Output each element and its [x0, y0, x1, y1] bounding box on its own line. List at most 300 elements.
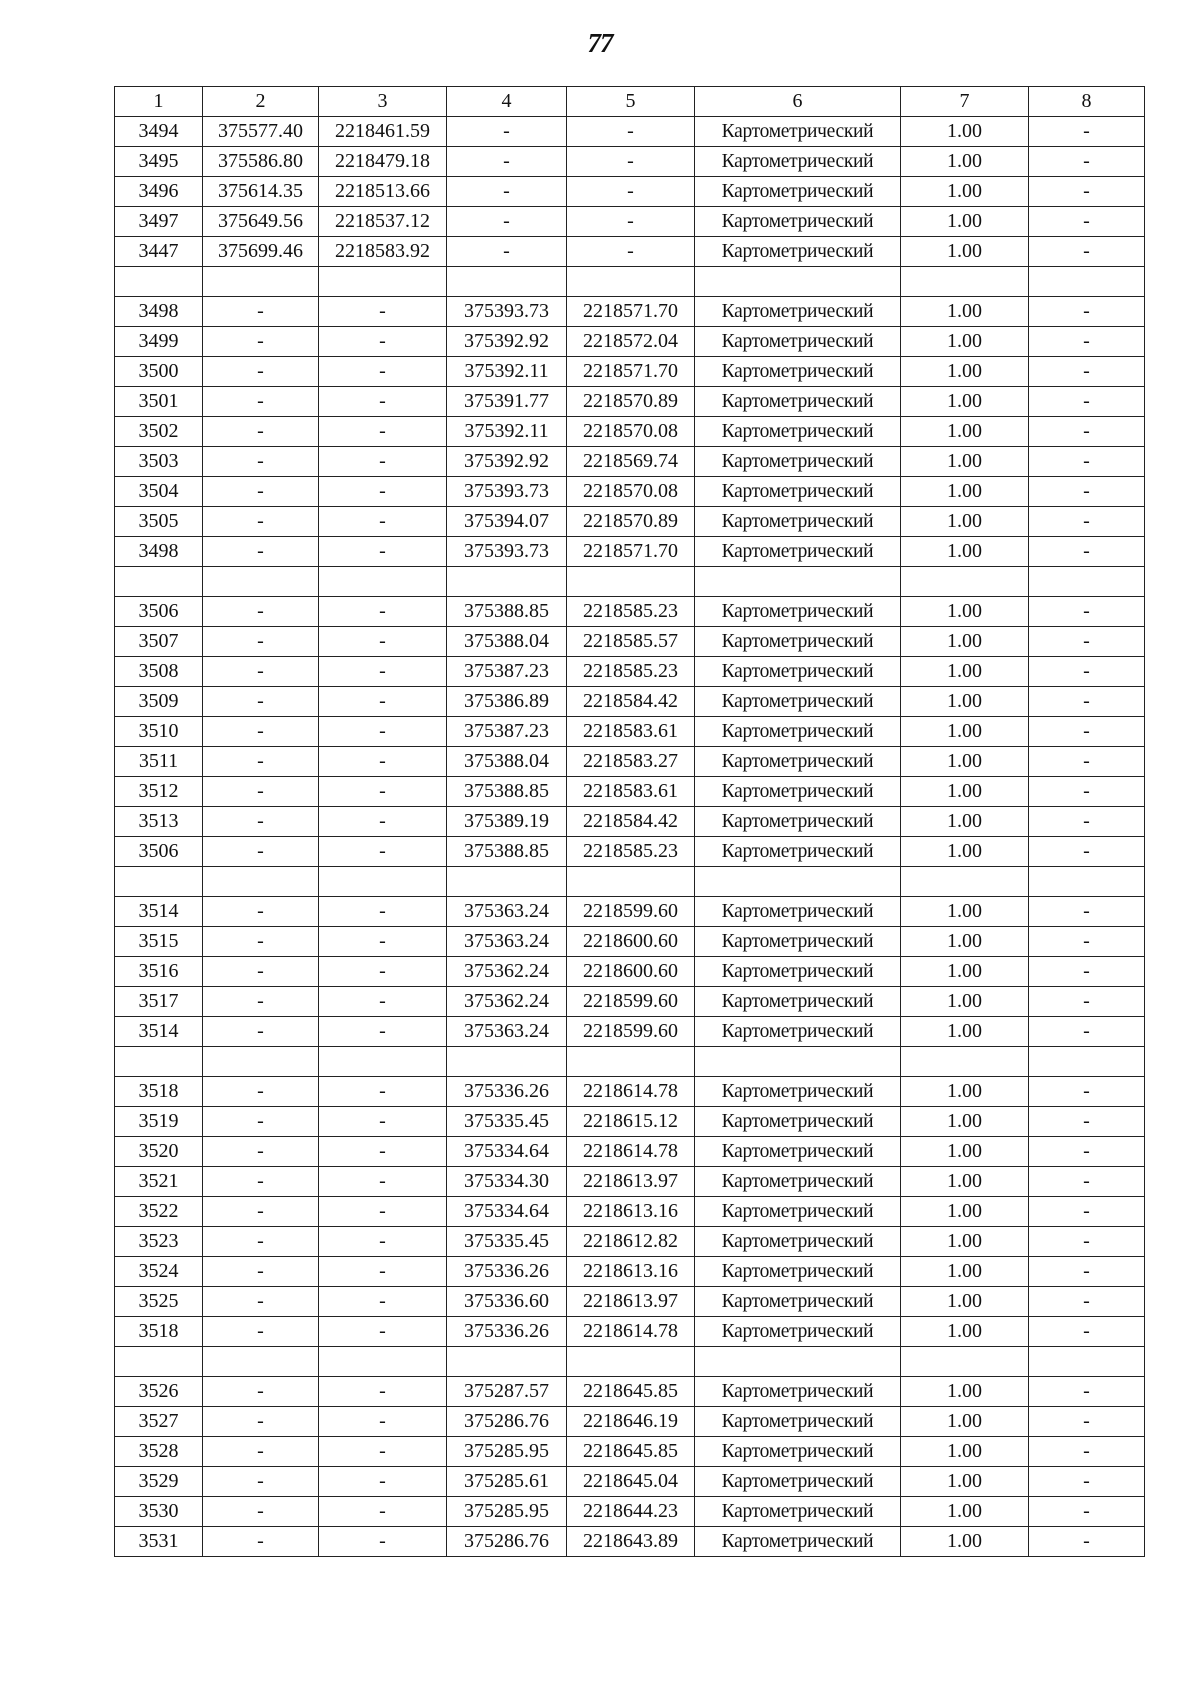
y-old-cell: - [319, 1407, 447, 1437]
method-cell: Картометрический [695, 1197, 901, 1227]
empty-cell [447, 1347, 567, 1377]
header-cell-7: 7 [901, 87, 1029, 117]
x-old-cell: - [203, 1527, 319, 1557]
description-cell: - [1029, 1287, 1145, 1317]
y-new-cell: 2218570.89 [567, 387, 695, 417]
x-new-cell: - [447, 207, 567, 237]
y-new-cell: 2218570.08 [567, 417, 695, 447]
description-cell: - [1029, 1527, 1145, 1557]
description-cell: - [1029, 807, 1145, 837]
description-cell: - [1029, 537, 1145, 567]
y-old-cell: - [319, 327, 447, 357]
description-cell: - [1029, 657, 1145, 687]
y-old-cell: - [319, 477, 447, 507]
point-number-cell: 3503 [115, 447, 203, 477]
description-cell: - [1029, 837, 1145, 867]
table-row [115, 1107, 1145, 1137]
point-number-cell: 3525 [115, 1287, 203, 1317]
point-number-cell: 3521 [115, 1167, 203, 1197]
description-cell: - [1029, 957, 1145, 987]
method-cell: Картометрический [695, 1497, 901, 1527]
accuracy-cell: 1.00 [901, 1107, 1029, 1137]
y-old-cell: - [319, 1197, 447, 1227]
empty-cell [319, 1047, 447, 1077]
description-cell: - [1029, 927, 1145, 957]
description-cell: - [1029, 1407, 1145, 1437]
y-new-cell: 2218599.60 [567, 1017, 695, 1047]
y-new-cell: 2218645.85 [567, 1377, 695, 1407]
point-number-cell: 3518 [115, 1077, 203, 1107]
table-row [115, 357, 1145, 387]
description-cell: - [1029, 777, 1145, 807]
x-new-cell: 375388.85 [447, 777, 567, 807]
y-new-cell: 2218612.82 [567, 1227, 695, 1257]
header-cell-1: 1 [115, 87, 203, 117]
accuracy-cell: 1.00 [901, 447, 1029, 477]
method-cell: Картометрический [695, 297, 901, 327]
method-cell: Картометрический [695, 477, 901, 507]
point-number-cell: 3502 [115, 417, 203, 447]
coordinates-table [114, 86, 1145, 1557]
accuracy-cell: 1.00 [901, 1137, 1029, 1167]
point-number-cell: 3497 [115, 207, 203, 237]
method-cell: Картометрический [695, 1317, 901, 1347]
x-new-cell: 375334.64 [447, 1137, 567, 1167]
y-new-cell: 2218600.60 [567, 927, 695, 957]
point-number-cell: 3506 [115, 597, 203, 627]
point-number-cell: 3504 [115, 477, 203, 507]
accuracy-cell: 1.00 [901, 147, 1029, 177]
empty-cell [901, 1347, 1029, 1377]
y-new-cell: 2218570.89 [567, 507, 695, 537]
accuracy-cell: 1.00 [901, 417, 1029, 447]
accuracy-cell: 1.00 [901, 1497, 1029, 1527]
accuracy-cell: 1.00 [901, 747, 1029, 777]
table-row [115, 537, 1145, 567]
table-header [115, 87, 1145, 117]
method-cell: Картометрический [695, 207, 901, 237]
empty-cell [447, 267, 567, 297]
header-row [115, 87, 1145, 117]
point-number-cell: 3447 [115, 237, 203, 267]
empty-cell [567, 267, 695, 297]
table-row [115, 1497, 1145, 1527]
separator-row [115, 1047, 1145, 1077]
y-old-cell: - [319, 717, 447, 747]
point-number-cell: 3516 [115, 957, 203, 987]
y-new-cell: 2218585.57 [567, 627, 695, 657]
method-cell: Картометрический [695, 1017, 901, 1047]
x-new-cell: 375386.89 [447, 687, 567, 717]
y-new-cell: 2218613.16 [567, 1197, 695, 1227]
x-new-cell: 375286.76 [447, 1407, 567, 1437]
x-new-cell: 375336.26 [447, 1257, 567, 1287]
y-new-cell: 2218645.04 [567, 1467, 695, 1497]
y-old-cell: - [319, 777, 447, 807]
method-cell: Картометрический [695, 657, 901, 687]
x-new-cell: 375286.76 [447, 1527, 567, 1557]
table-row [115, 747, 1145, 777]
x-old-cell: - [203, 327, 319, 357]
y-new-cell: 2218613.97 [567, 1287, 695, 1317]
point-number-cell: 3526 [115, 1377, 203, 1407]
method-cell: Картометрический [695, 1287, 901, 1317]
empty-cell [319, 567, 447, 597]
x-new-cell: 375335.45 [447, 1107, 567, 1137]
y-old-cell: - [319, 1077, 447, 1107]
x-new-cell: 375392.11 [447, 417, 567, 447]
x-old-cell: - [203, 597, 319, 627]
empty-cell [115, 1347, 203, 1377]
table-row [115, 387, 1145, 417]
point-number-cell: 3510 [115, 717, 203, 747]
accuracy-cell: 1.00 [901, 777, 1029, 807]
y-new-cell: 2218599.60 [567, 987, 695, 1017]
table-row [115, 177, 1145, 207]
x-old-cell: - [203, 1107, 319, 1137]
x-old-cell: - [203, 1377, 319, 1407]
table-row [115, 297, 1145, 327]
x-new-cell: 375388.85 [447, 837, 567, 867]
method-cell: Картометрический [695, 387, 901, 417]
y-new-cell: 2218585.23 [567, 597, 695, 627]
empty-cell [115, 1047, 203, 1077]
empty-cell [567, 1047, 695, 1077]
empty-cell [1029, 267, 1145, 297]
description-cell: - [1029, 237, 1145, 267]
point-number-cell: 3522 [115, 1197, 203, 1227]
header-cell-8: 8 [1029, 87, 1145, 117]
description-cell: - [1029, 147, 1145, 177]
table-row [115, 447, 1145, 477]
y-old-cell: 2218461.59 [319, 117, 447, 147]
accuracy-cell: 1.00 [901, 1317, 1029, 1347]
method-cell: Картометрический [695, 1107, 901, 1137]
y-old-cell: - [319, 417, 447, 447]
method-cell: Картометрический [695, 687, 901, 717]
y-new-cell: 2218614.78 [567, 1077, 695, 1107]
empty-cell [447, 867, 567, 897]
table-row [115, 327, 1145, 357]
method-cell: Картометрический [695, 927, 901, 957]
x-new-cell: 375336.60 [447, 1287, 567, 1317]
x-old-cell: - [203, 417, 319, 447]
point-number-cell: 3530 [115, 1497, 203, 1527]
empty-cell [319, 267, 447, 297]
accuracy-cell: 1.00 [901, 537, 1029, 567]
y-new-cell: 2218646.19 [567, 1407, 695, 1437]
y-new-cell: 2218644.23 [567, 1497, 695, 1527]
method-cell: Картометрический [695, 1467, 901, 1497]
x-old-cell: - [203, 387, 319, 417]
x-new-cell: 375363.24 [447, 927, 567, 957]
y-old-cell: - [319, 957, 447, 987]
x-new-cell: 375363.24 [447, 897, 567, 927]
accuracy-cell: 1.00 [901, 1197, 1029, 1227]
y-old-cell: - [319, 597, 447, 627]
table-row [115, 657, 1145, 687]
accuracy-cell: 1.00 [901, 1167, 1029, 1197]
x-old-cell: 375649.56 [203, 207, 319, 237]
x-new-cell: 375362.24 [447, 987, 567, 1017]
description-cell: - [1029, 417, 1145, 447]
x-new-cell: - [447, 117, 567, 147]
point-number-cell: 3528 [115, 1437, 203, 1467]
table-row [115, 897, 1145, 927]
y-new-cell: 2218583.61 [567, 717, 695, 747]
table-row [115, 987, 1145, 1017]
table-row [115, 1017, 1145, 1047]
x-new-cell: 375391.77 [447, 387, 567, 417]
y-new-cell: - [567, 147, 695, 177]
accuracy-cell: 1.00 [901, 927, 1029, 957]
accuracy-cell: 1.00 [901, 1377, 1029, 1407]
table-row [115, 597, 1145, 627]
x-new-cell: 375334.64 [447, 1197, 567, 1227]
table-row [115, 687, 1145, 717]
y-new-cell: 2218585.23 [567, 657, 695, 687]
method-cell: Картометрический [695, 1257, 901, 1287]
x-new-cell: 375388.85 [447, 597, 567, 627]
description-cell: - [1029, 747, 1145, 777]
point-number-cell: 3515 [115, 927, 203, 957]
y-new-cell: 2218614.78 [567, 1317, 695, 1347]
y-new-cell: 2218570.08 [567, 477, 695, 507]
table-row [115, 957, 1145, 987]
accuracy-cell: 1.00 [901, 687, 1029, 717]
y-old-cell: - [319, 1527, 447, 1557]
description-cell: - [1029, 717, 1145, 747]
empty-cell [1029, 867, 1145, 897]
y-old-cell: - [319, 387, 447, 417]
y-old-cell: - [319, 507, 447, 537]
point-number-cell: 3514 [115, 1017, 203, 1047]
accuracy-cell: 1.00 [901, 297, 1029, 327]
accuracy-cell: 1.00 [901, 207, 1029, 237]
separator-row [115, 1347, 1145, 1377]
table-row [115, 807, 1145, 837]
y-old-cell: - [319, 1137, 447, 1167]
y-new-cell: 2218614.78 [567, 1137, 695, 1167]
y-old-cell: - [319, 627, 447, 657]
x-new-cell: 375285.95 [447, 1437, 567, 1467]
description-cell: - [1029, 1017, 1145, 1047]
x-old-cell: - [203, 687, 319, 717]
x-new-cell: 375285.95 [447, 1497, 567, 1527]
empty-cell [695, 267, 901, 297]
accuracy-cell: 1.00 [901, 237, 1029, 267]
y-old-cell: - [319, 1317, 447, 1347]
y-old-cell: - [319, 1437, 447, 1467]
accuracy-cell: 1.00 [901, 657, 1029, 687]
x-old-cell: - [203, 927, 319, 957]
y-old-cell: - [319, 1497, 447, 1527]
x-old-cell: - [203, 1227, 319, 1257]
header-cell-4: 4 [447, 87, 567, 117]
x-new-cell: 375363.24 [447, 1017, 567, 1047]
x-old-cell: - [203, 537, 319, 567]
x-new-cell: 375335.45 [447, 1227, 567, 1257]
method-cell: Картометрический [695, 717, 901, 747]
method-cell: Картометрический [695, 1437, 901, 1467]
method-cell: Картометрический [695, 1167, 901, 1197]
point-number-cell: 3514 [115, 897, 203, 927]
description-cell: - [1029, 1167, 1145, 1197]
x-old-cell: - [203, 1437, 319, 1467]
table-row [115, 417, 1145, 447]
table-row [115, 147, 1145, 177]
accuracy-cell: 1.00 [901, 1467, 1029, 1497]
x-old-cell: 375699.46 [203, 237, 319, 267]
point-number-cell: 3494 [115, 117, 203, 147]
y-old-cell: - [319, 987, 447, 1017]
x-new-cell: 375393.73 [447, 477, 567, 507]
point-number-cell: 3523 [115, 1227, 203, 1257]
page-number: 77 [587, 28, 613, 58]
x-new-cell: 375393.73 [447, 297, 567, 327]
x-new-cell: 375336.26 [447, 1077, 567, 1107]
method-cell: Картометрический [695, 117, 901, 147]
x-new-cell: 375287.57 [447, 1377, 567, 1407]
point-number-cell: 3501 [115, 387, 203, 417]
point-number-cell: 3508 [115, 657, 203, 687]
x-old-cell: - [203, 747, 319, 777]
x-old-cell: - [203, 657, 319, 687]
table-row [115, 1377, 1145, 1407]
method-cell: Картометрический [695, 777, 901, 807]
description-cell: - [1029, 177, 1145, 207]
y-new-cell: 2218584.42 [567, 807, 695, 837]
method-cell: Картометрический [695, 357, 901, 387]
x-old-cell: - [203, 837, 319, 867]
y-new-cell: 2218615.12 [567, 1107, 695, 1137]
description-cell: - [1029, 297, 1145, 327]
description-cell: - [1029, 207, 1145, 237]
x-old-cell: - [203, 1197, 319, 1227]
y-new-cell: 2218599.60 [567, 897, 695, 927]
method-cell: Картометрический [695, 837, 901, 867]
y-old-cell: - [319, 1107, 447, 1137]
x-new-cell: 375285.61 [447, 1467, 567, 1497]
y-old-cell: - [319, 687, 447, 717]
empty-cell [115, 867, 203, 897]
point-number-cell: 3509 [115, 687, 203, 717]
x-old-cell: 375586.80 [203, 147, 319, 177]
header-cell-5: 5 [567, 87, 695, 117]
description-cell: - [1029, 1497, 1145, 1527]
table-row [115, 1287, 1145, 1317]
y-new-cell: 2218613.97 [567, 1167, 695, 1197]
description-cell: - [1029, 357, 1145, 387]
y-old-cell: - [319, 747, 447, 777]
method-cell: Картометрический [695, 147, 901, 177]
description-cell: - [1029, 897, 1145, 927]
table-row [115, 927, 1145, 957]
x-old-cell: - [203, 1137, 319, 1167]
table-row [115, 1317, 1145, 1347]
x-old-cell: - [203, 1167, 319, 1197]
y-new-cell: - [567, 117, 695, 147]
y-old-cell: - [319, 1017, 447, 1047]
x-old-cell: - [203, 1017, 319, 1047]
description-cell: - [1029, 1197, 1145, 1227]
table-row [115, 507, 1145, 537]
header-cell-6: 6 [695, 87, 901, 117]
point-number-cell: 3517 [115, 987, 203, 1017]
method-cell: Картометрический [695, 327, 901, 357]
point-number-cell: 3519 [115, 1107, 203, 1137]
y-new-cell: 2218584.42 [567, 687, 695, 717]
x-old-cell: - [203, 627, 319, 657]
empty-cell [1029, 1347, 1145, 1377]
description-cell: - [1029, 1077, 1145, 1107]
y-old-cell: - [319, 1467, 447, 1497]
table-row [115, 1437, 1145, 1467]
accuracy-cell: 1.00 [901, 327, 1029, 357]
header-cell-3: 3 [319, 87, 447, 117]
x-old-cell: 375577.40 [203, 117, 319, 147]
y-new-cell: 2218571.70 [567, 537, 695, 567]
accuracy-cell: 1.00 [901, 1227, 1029, 1257]
empty-cell [203, 1047, 319, 1077]
y-old-cell: - [319, 927, 447, 957]
y-new-cell: 2218571.70 [567, 297, 695, 327]
x-new-cell: - [447, 147, 567, 177]
x-new-cell: 375387.23 [447, 717, 567, 747]
table-row [115, 207, 1145, 237]
method-cell: Картометрический [695, 1137, 901, 1167]
x-new-cell: 375392.11 [447, 357, 567, 387]
x-new-cell: - [447, 177, 567, 207]
y-old-cell: 2218479.18 [319, 147, 447, 177]
accuracy-cell: 1.00 [901, 597, 1029, 627]
x-new-cell: - [447, 237, 567, 267]
method-cell: Картометрический [695, 957, 901, 987]
method-cell: Картометрический [695, 177, 901, 207]
description-cell: - [1029, 1467, 1145, 1497]
description-cell: - [1029, 597, 1145, 627]
description-cell: - [1029, 627, 1145, 657]
empty-cell [901, 267, 1029, 297]
table-row [115, 1197, 1145, 1227]
accuracy-cell: 1.00 [901, 477, 1029, 507]
method-cell: Картометрический [695, 807, 901, 837]
y-old-cell: - [319, 1167, 447, 1197]
description-cell: - [1029, 1107, 1145, 1137]
description-cell: - [1029, 1377, 1145, 1407]
point-number-cell: 3506 [115, 837, 203, 867]
x-old-cell: - [203, 777, 319, 807]
accuracy-cell: 1.00 [901, 1407, 1029, 1437]
method-cell: Картометрический [695, 537, 901, 567]
point-number-cell: 3507 [115, 627, 203, 657]
y-old-cell: 2218537.12 [319, 207, 447, 237]
y-new-cell: - [567, 237, 695, 267]
x-old-cell: - [203, 507, 319, 537]
separator-row [115, 867, 1145, 897]
x-new-cell: 375388.04 [447, 747, 567, 777]
accuracy-cell: 1.00 [901, 897, 1029, 927]
point-number-cell: 3505 [115, 507, 203, 537]
x-old-cell: - [203, 987, 319, 1017]
x-old-cell: - [203, 1467, 319, 1497]
accuracy-cell: 1.00 [901, 387, 1029, 417]
y-old-cell: - [319, 1377, 447, 1407]
x-old-cell: - [203, 1257, 319, 1287]
empty-cell [447, 567, 567, 597]
empty-cell [203, 867, 319, 897]
point-number-cell: 3529 [115, 1467, 203, 1497]
